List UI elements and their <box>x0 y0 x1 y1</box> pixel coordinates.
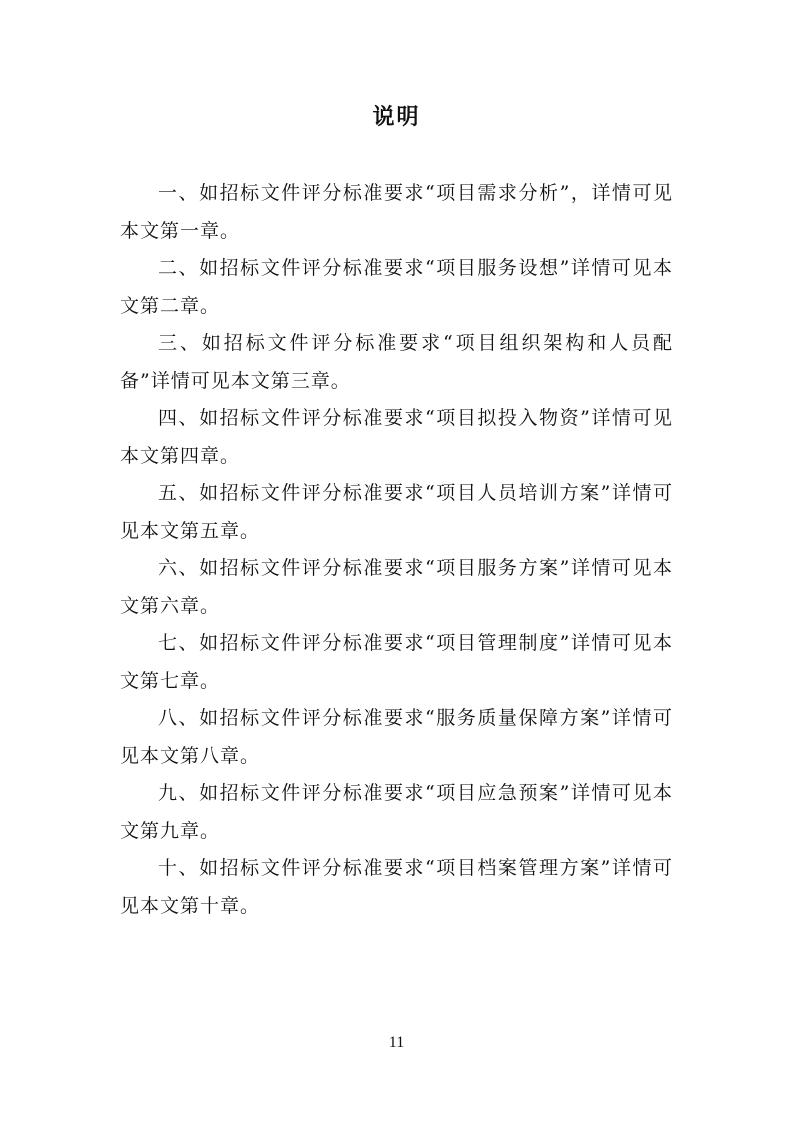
paragraph-4: 四、如招标文件评分标准要求“项目拟投入物资”详情可见本文第四章。 <box>120 407 673 467</box>
paragraph-7: 七、如招标文件评分标准要求“项目管理制度”详情可见本文第七章。 <box>120 632 673 692</box>
paragraph-2: 二、如招标文件评分标准要求“项目服务设想”详情可见本文第二章。 <box>120 257 673 317</box>
paragraph-1: 一、如招标文件评分标准要求“项目需求分析”，详情可见本文第一章。 <box>120 182 673 242</box>
page-number: 11 <box>388 1034 405 1051</box>
paragraph-5: 五、如招标文件评分标准要求“项目人员培训方案”详情可见本文第五章。 <box>120 482 673 542</box>
paragraph-10: 十、如招标文件评分标准要求“项目档案管理方案”详情可见本文第十章。 <box>120 857 673 917</box>
paragraph-9: 九、如招标文件评分标准要求“项目应急预案”详情可见本文第九章。 <box>120 782 673 842</box>
document-body <box>120 175 673 925</box>
page-title: 说明 <box>372 105 421 130</box>
paragraph-8: 八、如招标文件评分标准要求“服务质量保障方案”详情可见本文第八章。 <box>120 707 673 767</box>
paragraph-6: 六、如招标文件评分标准要求“项目服务方案”详情可见本文第六章。 <box>120 557 673 617</box>
paragraph-3: 三、如招标文件评分标准要求“项目组织架构和人员配备”详情可见本文第三章。 <box>120 332 673 392</box>
